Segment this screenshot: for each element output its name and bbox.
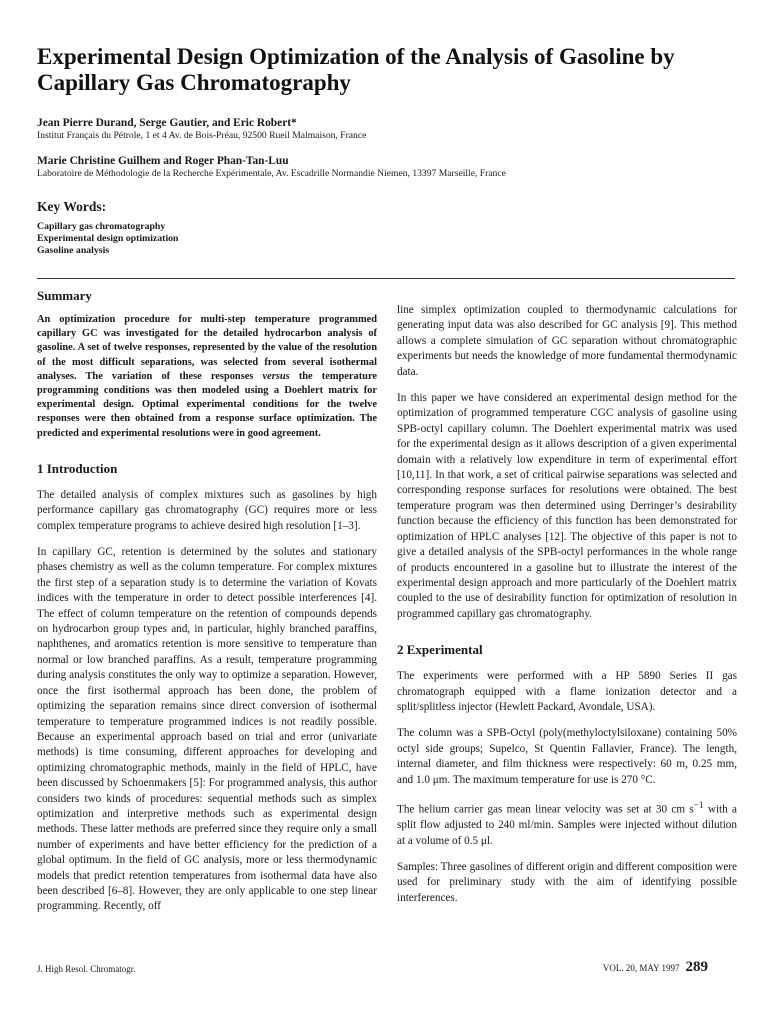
author-affiliation: Laboratoire de Méthodologie de la Recherche Expérimentale, Av. Escadrille Normandie Niemen, 13397 Marseille, France	[37, 168, 506, 179]
keywords-list	[37, 221, 179, 257]
keyword-item: Experimental design optimization	[37, 233, 179, 244]
page-number: 289	[685, 959, 708, 975]
author-block-1	[37, 116, 737, 142]
keyword-item: Capillary gas chromatography	[37, 221, 166, 232]
intro-paragraph-3: line simplex optimization coupled to thermodynamic calculations for generating input data was also described for GC analysis [9]. This method allows a complete simulation of GC separation without chromatographic experiments but needs the knowledge of more fundamental thermodynamic data.	[397, 304, 737, 378]
summary-heading: Summary	[37, 288, 92, 303]
author-block-2	[37, 154, 737, 180]
experimental-paragraph-4: Samples: Three gasolines of different origin and different composition were used for preliminary study with the aim of identifying possible interferences.	[397, 860, 737, 904]
intro-paragraph-1: The detailed analysis of complex mixtures such as gasolines by high performance capillary gas chromatography (GC) requires more or less complex temperature programs to achieve desired high resolution [1–3].	[37, 488, 377, 532]
abstract-text: An optimization procedure for multi-step temperature programmed capillary GC was investigated for the detailed hydrocarbon analysis of gasoline. A set of twelve responses, represented by the value of the resolution of the most difficult separations, was selected from several isothermal analyses. The variation of these responses versus the temperature programming conditions was then modeled using a Doehlert matrix for experimental design. Optimal experimental conditions for the twelve responses were then obtained from a response surface optimization. The predicted and experimental resolutions were in good agreement.	[37, 314, 377, 439]
author-names: Marie Christine Guilhem and Roger Phan-Tan-Luu	[37, 155, 289, 167]
experimental-heading: 2 Experimental	[397, 642, 483, 658]
left-column	[37, 288, 377, 915]
author-affiliation: Institut Français du Pétrole, 1 et 4 Av. de Bois-Préau, 92500 Rueil Malmaison, France	[37, 130, 367, 141]
author-names: Jean Pierre Durand, Serge Gautier, and Eric Robert*	[37, 117, 297, 129]
intro-paragraph-4: In this paper we have considered an experimental design method for the optimization of programmed temperature CGC analysis of gasoline using SPB-octyl capillary column. The Doehlert experimental matrix was used for the experimental design as it allows description of a given experimental domain with a relatively low expenditure in term of experimental effort [10,11]. In that work, a set of critical pairwise separations was selected and corresponding response surfaces for resolutions were obtained. The best temperature program was then determined using Derringer’s desirability function because the efficiency of this function has been demonstrated for optimization of HPLC analyses [12]. The objective of this paper is not to give a detailed analysis of the SPB-octyl performances in the whole range of products encountered in a gasoline but to illustrate the interest of the experimental design approach and more particularly of the Doehlert matrix coupled to the use of desirability function for optimization of resolution in programmed capillary gas chromatography.	[397, 392, 737, 620]
keywords-heading: Key Words:	[37, 199, 107, 214]
section-divider	[37, 278, 735, 279]
footer-volume: VOL. 20, MAY 1997 289	[602, 959, 708, 975]
intro-paragraph-2: In capillary GC, retention is determined by the solutes and stationary phases chemistry as well as the column temperature. For complex mixtures the first step of a separation study is to determine the variation of Kovats indices with the temperature in order to detect possible interferences [4]. The effect of column temperature on the retention of compounds depends on hydrocarbon group types and, in particular, highly branched paraffins, naphthenes, and aromatics retention is more sensitive to temperature than normal or low branched paraffins. As a result, temperature programming during analysis constitutes the only way to optimize a separation. However, once the first isothermal approach has been done, the problem of optimizing the separation remains since direct conversion of isothermal temperature to temperature programmed indices is not readily possible. Because an experimental approach based on trial and error (univariate methods) is time consuming, different approaches for developing and optimizing chromatographic methods, mainly in the field of HPLC, have been discussed by Schoenmakers [5]: For programmed analysis, this author considers two kinds of procedures: sequential methods such as simplex optimization and interpretive methods such as experimental design methods. These latter methods are preferred since they require only a small number of experiments and have better efficiency for the prediction of a global optimum. In the field of GC analysis, more or less thermodynamic models that predict retention temperatures from isothermal data have also been described [6–8]. However, they are only applicable to one step linear programming. Recently, off	[37, 546, 377, 913]
right-column	[397, 303, 737, 906]
paper-title: Experimental Design Optimization of the Analysis of Gasoline by Capillary Gas Chromatography	[37, 44, 675, 95]
superscript: −1	[693, 800, 704, 811]
experimental-paragraph-3: The helium carrier gas mean linear velocity was set at 30 cm $s^{-1}$ with a split flow adjusted to 240 ml/min. Samples were injected without dilution at a volume of 0.5 μl.	[397, 800, 737, 847]
experimental-paragraph-1: The experiments were performed with a HP 5890 Series II gas chromatograph equipped with a flame ionization detector and a split/splitless injector (Hewlett Packard, Avondale, USA).	[397, 670, 737, 713]
keyword-item: Gasoline analysis	[37, 245, 110, 256]
introduction-heading: 1 Introduction	[37, 460, 118, 476]
experimental-paragraph-2: The column was a SPB-Octyl (poly(methyloctylsiloxane) containing 50% octyl side groups; Supelco, St Quentin Fallavier, France). The length, internal diameter, and film thickness were respectively: 60 m, 0.25 mm, and 1.0 μm. The maximum temperature for use is 270 °C.	[397, 727, 737, 786]
abstract-italic-word: versus	[262, 370, 290, 382]
journal-name: J. High Resol. Chromatogr.	[37, 964, 136, 974]
